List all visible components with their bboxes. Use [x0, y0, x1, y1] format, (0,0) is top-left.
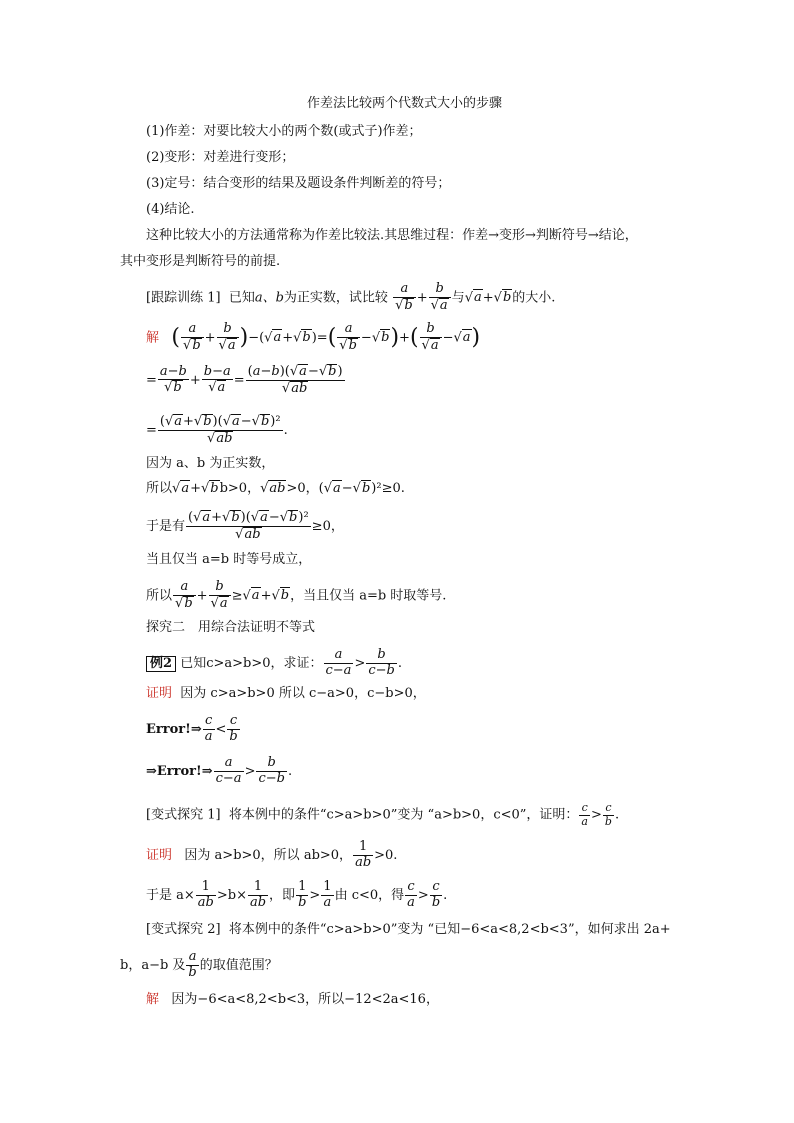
text: 于是有 — [146, 518, 186, 534]
proof-line-1 — [146, 686, 426, 702]
text: ab — [269, 481, 286, 496]
variation-1-proof: 证明 因为 a>b>0，所以 ab>0， $\frac{1}{ab}$ >0. — [146, 839, 398, 870]
step-4: (4)结论. — [146, 202, 195, 217]
variation-label: [变式探究 2] — [146, 922, 221, 937]
track1-text: 的大小. — [512, 290, 556, 306]
error-text: Error!⇒ — [146, 721, 202, 737]
text: 将本例中的条件“c>a>b>0”变为 “已知−6<a<8,2<b<3”，如何求出 2a+ — [228, 922, 671, 937]
track1-vars: a、b — [254, 290, 284, 306]
track1-question: [跟踪训练 1] 已知a、b为正实数，试比较 $\frac{a}{√b}$ + $\frac{b}{√a}$ 与√a+√b的大小. — [146, 281, 556, 313]
text: ，当且仅当 a=b 时取等号. — [290, 588, 447, 604]
section-heading: 探究二 用综合法证明不等式 — [146, 620, 316, 635]
text: ，即 — [269, 887, 296, 903]
paragraph-line: 这种比较大小的方法通常称为作差比较法.其思维过程：作差→变形→判断符号→结论， — [146, 228, 638, 243]
solution-line-6: 于是有 $\frac{\text{(√a+√b)(√a−√b)²}}{√ab}$ ≥0， — [146, 510, 344, 542]
text: )²≥0. — [371, 481, 405, 496]
variation-1: [变式探究 1] 将本例中的条件“c>a>b>0”变为 “a>b>0，c<0”，证明： $\frac{c}{a}$ > $\frac{c}{b}$ . — [146, 801, 620, 828]
error-text: ⇒Error!⇒ — [146, 763, 213, 779]
text: 已知c>a>b>0，求证： — [180, 655, 323, 671]
text: 因为 c>a>b>0 所以 c−a>0，c−b>0， — [180, 686, 426, 701]
proof-line-3: ⇒Error!⇒ $\frac{a}{c-a}$ > $\frac{b}{c-b}$ . — [146, 755, 293, 786]
example-label: 例2 — [146, 656, 176, 672]
fraction: $\frac{b}{√a}$ — [429, 282, 451, 314]
step-1: (1)作差：对要比较大小的两个数(或式子)作差； — [146, 124, 422, 139]
step-3: (3)定号：结合变形的结果及题设条件判断差的符号； — [146, 176, 451, 191]
solution-label: 解 — [146, 992, 160, 1007]
track1-text: 已知 — [228, 290, 255, 306]
text: 的取值范围？ — [199, 957, 278, 973]
track1-text: 为正实数，试比较 — [283, 290, 388, 306]
text: >0，( — [286, 481, 324, 496]
text: 所以 — [146, 481, 173, 496]
fraction: $\frac{a}{√b}$ — [393, 282, 416, 314]
solution-label: 解 — [146, 330, 160, 346]
proof-line-2: Error!⇒ $\frac{c}{a}$ < $\frac{c}{b}$ — [146, 713, 238, 744]
solution-line-8: 所以 $\frac{a}{√b}$ + $\frac{b}{√a}$ ≥√a+√b，当且仅当 a=b 时取等号. — [146, 579, 447, 611]
example-2: 例2 已知c>a>b>0，求证： $\frac{a}{c-a}$ > $\frac{b}{c-b}$ . — [146, 648, 402, 679]
text: b>0， — [219, 481, 261, 496]
solution-line-1: 解 ( $\frac{a}{√b}$ + $\frac{b}{√a}$ )−(√a+√b)=( $\frac{a}{√b}$ −√b)+( $\frac{b}{√a}$ −√a) — [146, 321, 481, 353]
text: >0. — [374, 847, 398, 863]
solution-line-3: = $\frac{\text{(√a+√b)(√a−√b)²}}{√ab}$ . — [146, 414, 288, 446]
solution-line-4: 因为 a、b 为正实数， — [146, 456, 275, 471]
text: 所以 — [146, 588, 173, 604]
solution-line-5: 所以√a+√bb>0，√ab>0，(√a−√b)²≥0. — [146, 481, 405, 496]
text: 因为 a>b>0，所以 ab>0， — [184, 847, 353, 863]
variation-label: [变式探究 1] — [146, 807, 221, 823]
solution-line-2: = $\frac{a-b}{√b}$ + $\frac{b-a}{√a}$ = $\frac{(a-b)(√a-√b)}{√ab}$ — [146, 363, 343, 396]
text: b，a−b 及 — [120, 957, 186, 973]
text: >b× — [216, 887, 247, 903]
proof-label: 证明 — [146, 686, 173, 701]
track1-text: 与 — [451, 290, 465, 306]
step-2: (2)变形：对差进行变形； — [146, 150, 295, 165]
solution-line-7: 当且仅当 a=b 时等号成立， — [146, 552, 312, 567]
page-title: 作差法比较两个代数式大小的步骤 — [307, 96, 503, 111]
variation-2-line-1 — [146, 922, 671, 938]
variation-1-line-2: 于是 a× $\frac{1}{ab}$ >b× $\frac{1}{ab}$ ，即 $\frac{1}{b}$ > $\frac{1}{a}$ 由 c<0，得 $\frac{c}{a}$ > $\frac{c}{b}$ . — [146, 879, 448, 910]
text: 将本例中的条件“c>a>b>0”变为 “a>b>0，c<0”，证明： — [228, 807, 579, 823]
text: 于是 a× — [146, 887, 195, 903]
text: 由 c<0，得 — [334, 887, 405, 903]
proof-label: 证明 — [146, 847, 173, 863]
text: ≥0， — [311, 518, 344, 534]
variation-2-solution — [146, 992, 439, 1008]
variation-2-line-2: b，a−b 及 $\frac{a}{b}$ 的取值范围？ — [120, 949, 278, 980]
text: 因为−6<a<8,2<b<3，所以−12<2a<16， — [171, 992, 439, 1007]
paragraph-line: 其中变形是判断符号的前提. — [120, 254, 281, 269]
track1-label: [跟踪训练 1] — [146, 290, 221, 306]
